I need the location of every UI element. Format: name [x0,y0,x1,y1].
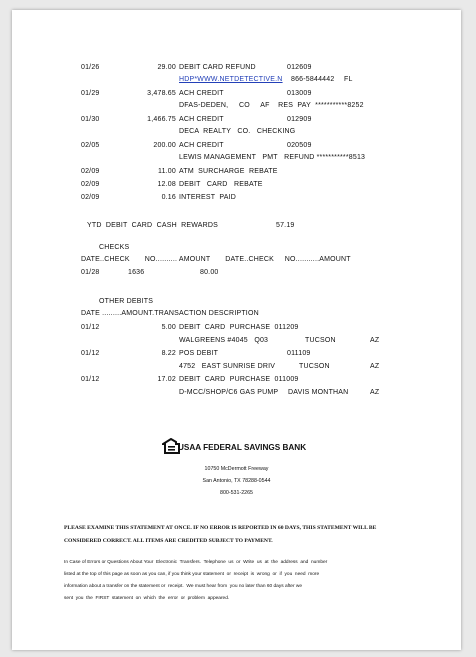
debit-state: AZ [370,337,380,344]
deposit-date: 01/26 [81,64,100,71]
deposit-desc: DEBIT CARD REFUND [179,64,256,71]
other-debits-title: OTHER DEBITS [99,298,154,305]
notice-paragraph-line2: listed at the top of this page as soon as you can, if you think your statement or receipt is wrong or if you need more [64,572,320,577]
debit-merchant: WALGREENS #4045 Q03 [179,337,269,344]
merchant-link[interactable]: HDP*WWW.NETDETECTIVE.N [179,76,283,83]
notice-line1: PLEASE EXAMINE THIS STATEMENT AT ONCE. IF NO ERROR IS REPORTED IN 60 DAYS, THIS STATEMENT WILL BE [64,525,377,531]
debit-amount: 8.22 [161,350,176,357]
check-amount: 80.00 [200,269,219,276]
deposit-ref: 013009 [287,90,312,97]
check-number: 1636 [128,269,145,276]
deposit-detail: DECA REALTY CO. CHECKING [179,128,296,135]
debit-desc: POS DEBIT [179,350,219,357]
deposit-date: 01/29 [81,90,100,97]
deposit-amount: 0.16 [161,194,176,201]
deposit-amount: 11.00 [158,168,176,175]
debit-amount: 5.00 [161,324,176,331]
deposit-desc: DEBIT CARD REBATE [179,181,263,188]
rewards-value: 57.19 [276,222,295,229]
bank-name: USAA FEDERAL SAVINGS BANK [178,443,307,452]
debit-desc: DEBIT CARD PURCHASE 011209 [179,324,299,331]
debit-city: TUCSON [305,337,336,344]
deposit-desc: INTEREST PAID [179,194,236,201]
deposit-ref: 012609 [287,64,312,71]
deposit-amount: 1,466.75 [147,116,176,123]
deposit-amount: 3,478.65 [147,90,176,97]
deposit-desc: ATM SURCHARGE REBATE [179,168,278,175]
bank-phone: 800-531-2265 [220,490,253,496]
debit-desc: DEBIT CARD PURCHASE 011009 [179,376,299,383]
statement-page [12,10,461,650]
checks-title: CHECKS [99,244,130,251]
deposit-amount: 12.08 [157,181,176,188]
notice-paragraph-line3: information about a transfer on the statement or receipt. We must hear from you no later than 60 days after we [64,584,303,589]
deposit-date: 02/09 [81,168,100,175]
debit-merchant: 4752 EAST SUNRISE DRIV [179,363,276,370]
debit-date: 01/12 [81,350,100,357]
deposit-detail: LEWIS MANAGEMENT PMT REFUND ***********8513 [179,154,366,161]
deposit-ref: 020509 [287,142,312,149]
deposit-detail: DFAS-DEDEN, CO AF RES PAY ***********8252 [179,102,364,109]
notice-paragraph-line4: sent you the FIRST statement on which the error or problem appeared. [64,596,230,601]
other-debits-header: DATE .........AMOUNT.TRANSACTION DESCRIPTION [81,310,259,317]
debit-city: TUCSON [299,363,330,370]
check-date: 01/28 [81,269,100,276]
merchant-phone: 866-5844442 [291,76,335,83]
deposit-desc: ACH CREDIT [179,90,224,97]
deposit-date: 02/09 [81,194,100,201]
deposit-date: 02/09 [81,181,100,188]
deposit-date: 01/30 [81,116,100,123]
debit-city: DAVIS MONTHAN [288,389,349,396]
debit-state: AZ [370,389,380,396]
debit-merchant: D-MCC/SHOP/C6 GAS PUMP [179,389,279,396]
bank-address-line1: 10750 McDermott Freeway [204,466,269,472]
deposit-date: 02/05 [81,142,100,149]
checks-header: DATE..CHECK NO.......... AMOUNT DATE..CHECK NO...........AMOUNT [81,256,351,263]
debit-state: AZ [370,363,380,370]
notice-paragraph-line1: In Case of Errors or Questions About Your Electronic Transfers. Telephone us or Write us at the address and number [64,560,328,565]
notice-line2: CONSIDERED CORRECT. ALL ITEMS ARE CREDITED SUBJECT TO PAYMENT. [64,538,273,544]
rewards-label: YTD DEBIT CARD CASH REWARDS [87,222,219,229]
bank-address-line2: San Antonio, TX 78288-0544 [202,478,271,484]
deposit-amount: 200.00 [153,142,176,149]
debit-amount: 17.02 [157,376,176,383]
deposit-desc: ACH CREDIT [179,142,224,149]
merchant-state: FL [344,76,353,83]
debit-ref: 011109 [287,350,311,357]
deposit-ref: 012909 [287,116,312,123]
debit-date: 01/12 [81,376,100,383]
debit-date: 01/12 [81,324,100,331]
deposit-amount: 29.00 [157,64,176,71]
deposit-desc: ACH CREDIT [179,116,224,123]
